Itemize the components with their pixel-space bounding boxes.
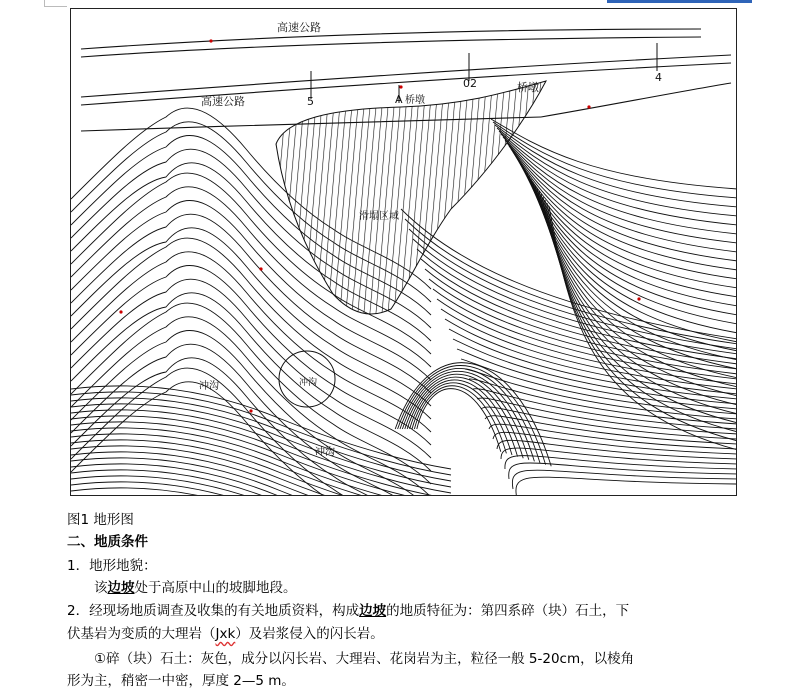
item2-d1: 伏基岩为变质的大理岩（ — [67, 626, 216, 642]
figure-caption: 图1 地形图 — [67, 512, 134, 528]
title-bar-accent — [607, 0, 752, 3]
item3-line2: 形为主，稍密一中密，厚度 2—5 m。 — [67, 673, 295, 689]
label-marker-02: 02 — [463, 77, 477, 90]
item1-body-a: 该 — [94, 580, 108, 596]
label-portal-left: 桥墩 — [405, 95, 425, 106]
item2-c: 的地质特征为：第四系碎（块）石土，下 — [386, 603, 630, 619]
slide-zone-hatch — [276, 81, 546, 314]
label-gully-bottom: 冲沟 — [315, 447, 335, 458]
label-marker-5: 5 — [307, 95, 314, 108]
item2-line2 — [67, 624, 757, 645]
item1-body — [94, 578, 784, 599]
topographic-map — [70, 8, 737, 496]
label-marker-a: A — [395, 93, 403, 106]
label-expressway-mid: 高速公路 — [201, 95, 245, 108]
item2-line1 — [67, 601, 757, 622]
item2-d2: ）及岩浆侵入的闪长岩。 — [235, 626, 384, 642]
section-markers — [311, 43, 657, 103]
label-gully-circle: 冲沟 — [299, 378, 318, 388]
item2-jxk: Jxk — [215, 626, 236, 642]
item1-title: 1．地形地貌： — [67, 558, 157, 574]
label-gully-left: 冲沟 — [199, 381, 219, 392]
item2-term: 边坡 — [359, 603, 387, 619]
item2-a: 2．经现场地质调查及收集的有关地质资料，构成 — [67, 603, 360, 619]
label-portal-right: 桥墩 — [517, 81, 539, 94]
topographic-map-drawing — [71, 9, 737, 496]
label-marker-4: 4 — [655, 71, 662, 84]
item3-line1: ①碎（块）石土：灰色，成分以闪长岩、大理岩、花岗岩为主，粒径一般 5-20cm，以棱角 — [94, 651, 635, 667]
item1-body-c: 处于高原中山的坡脚地段。 — [134, 580, 297, 596]
label-expressway-top: 高速公路 — [277, 21, 321, 34]
window-corner-mark — [44, 0, 67, 7]
section-heading: 二、地质条件 — [67, 534, 148, 550]
label-hatched-zone: 滑塌区域 — [359, 211, 399, 222]
item1-body-term: 边坡 — [107, 580, 135, 596]
